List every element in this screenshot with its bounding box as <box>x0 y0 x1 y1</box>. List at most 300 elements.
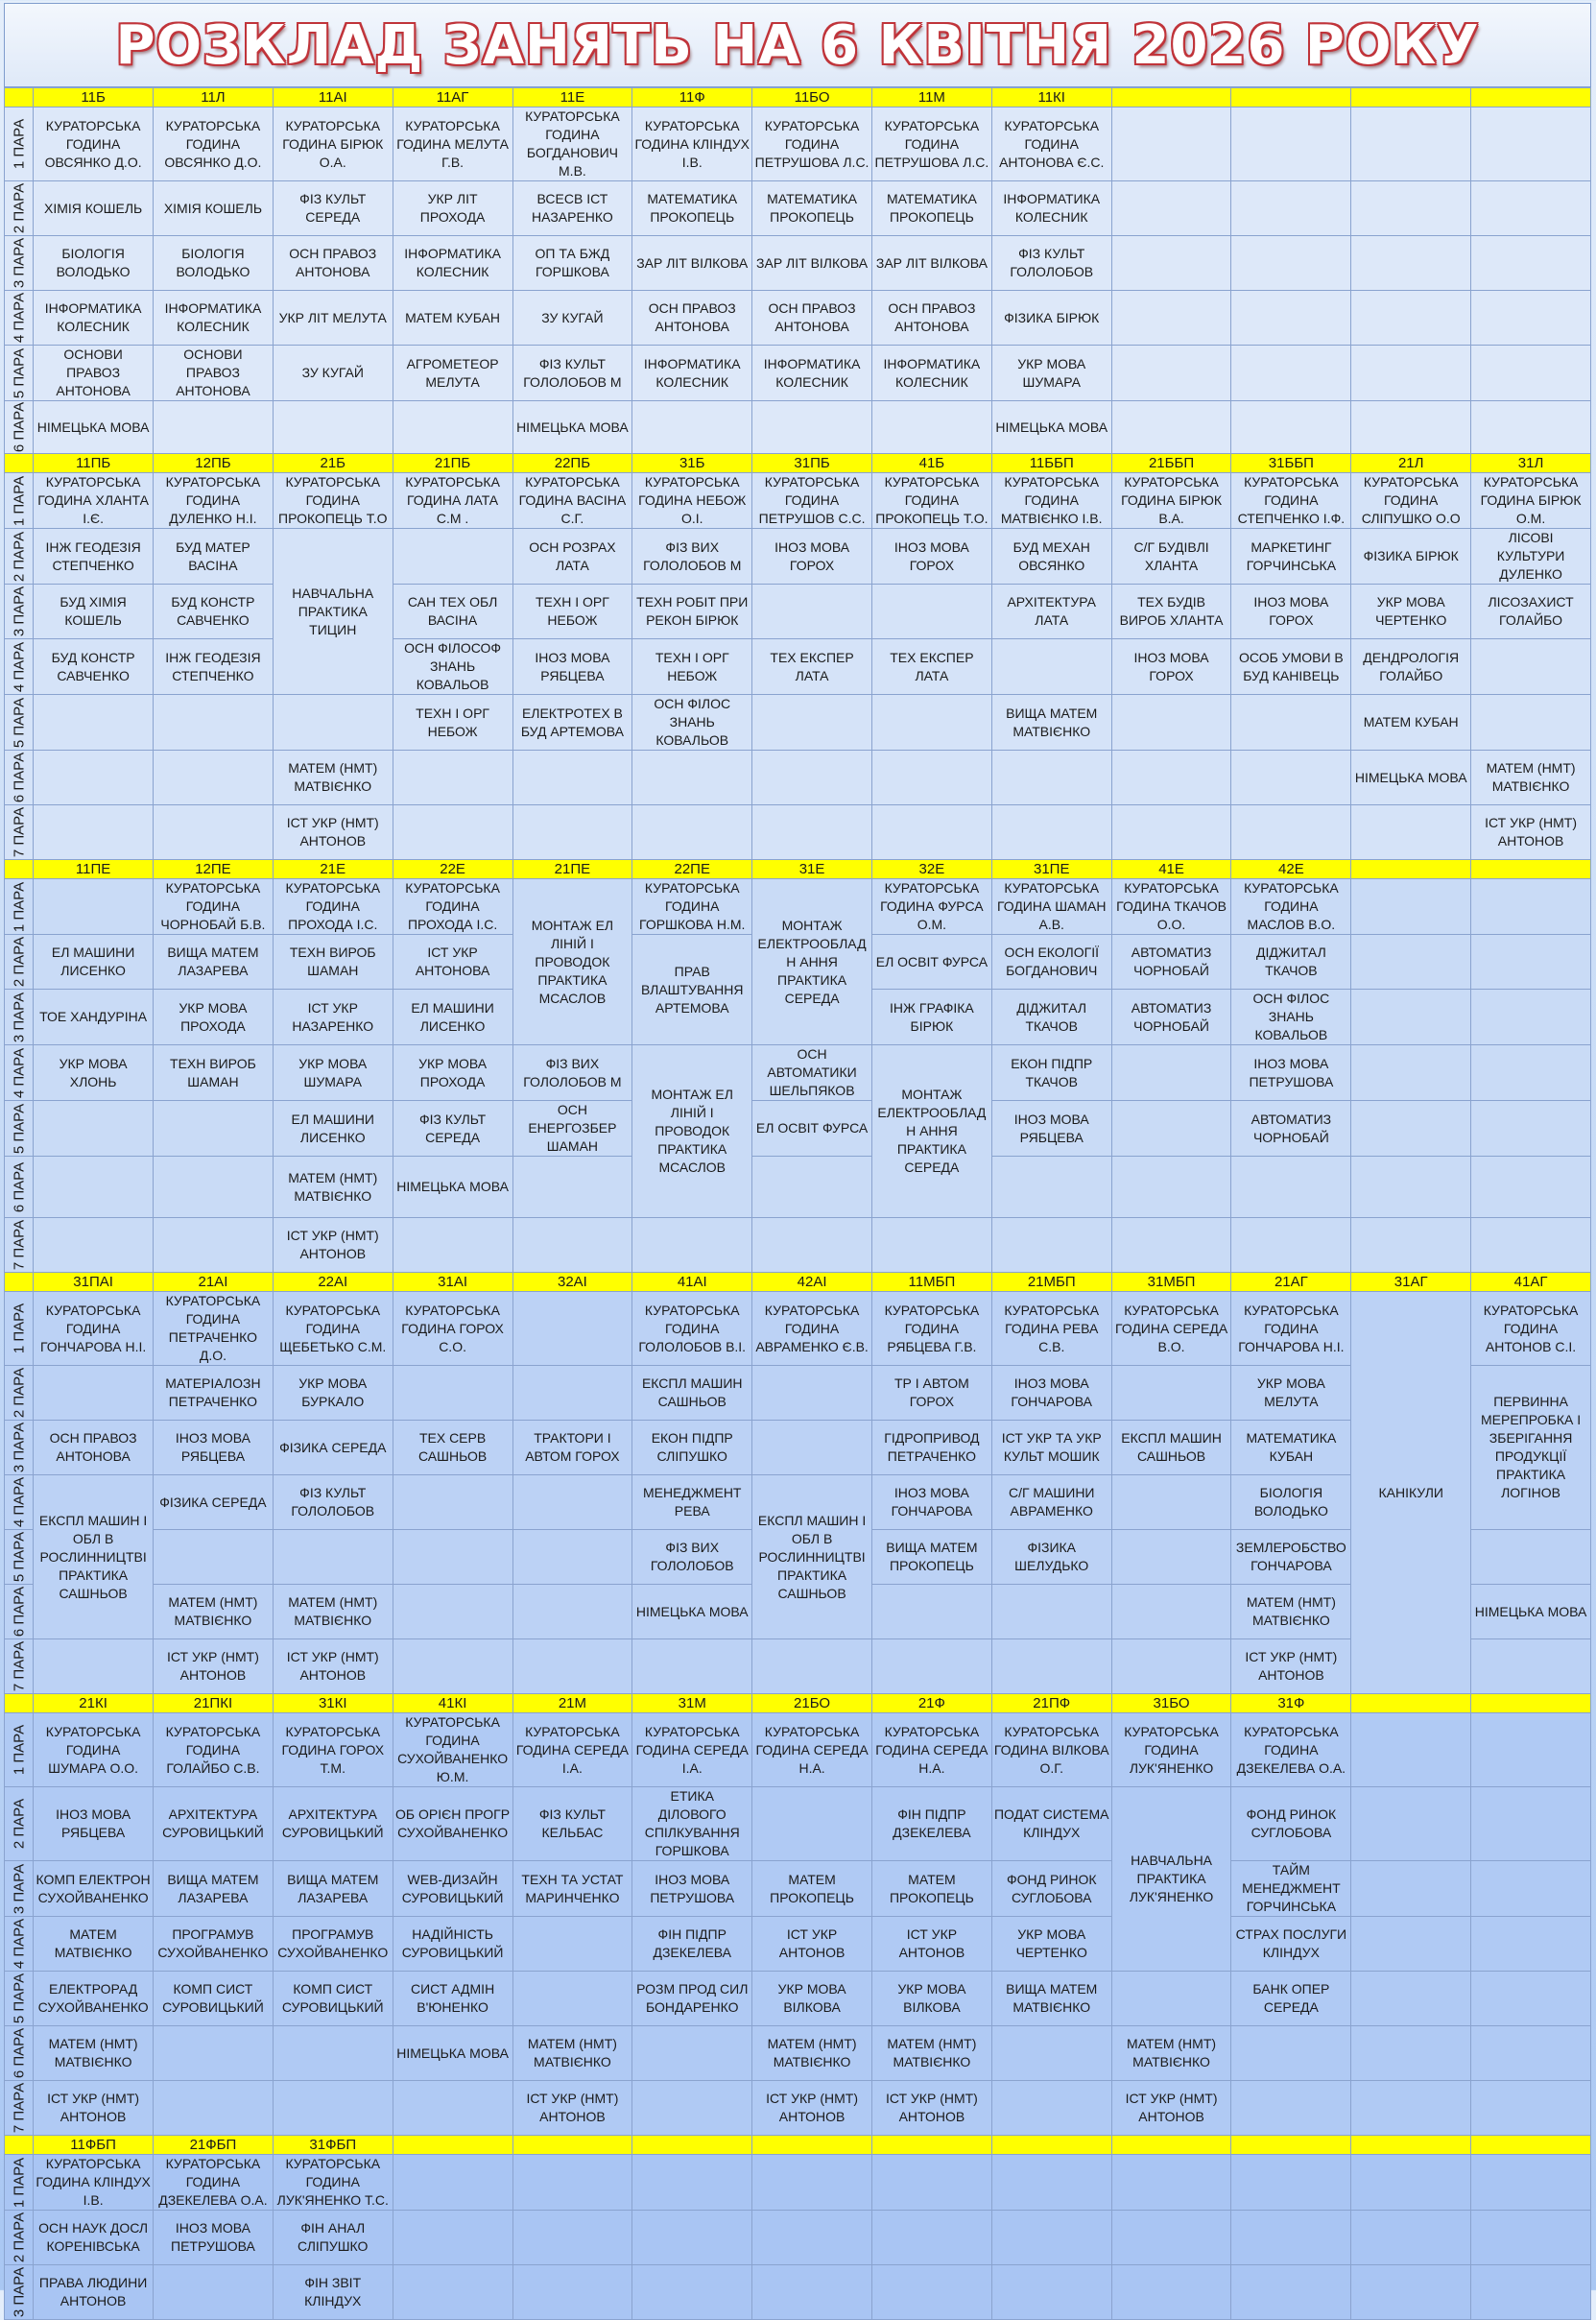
period-label <box>5 1421 34 1475</box>
lesson-cell: ЗУ КУГАЙ <box>512 291 632 346</box>
lesson-cell: ТЕХ ЕКСПЕР ЛАТА <box>871 639 991 695</box>
lesson-cell: НІМЕЦЬКА МОВА <box>991 401 1111 454</box>
lesson-cell: ЗАР ЛІТ ВІЛКОВА <box>871 236 991 291</box>
lesson-cell <box>512 1475 632 1530</box>
lesson-cell: ФІН ЗВІТ КЛІНДУХ <box>273 2265 393 2320</box>
lesson-cell: МОНТАЖ ЕЛ ЛІНІЙ І ПРОВОДОК ПРАКТИКА МСАСЛОВ <box>512 879 632 1045</box>
period-row <box>5 108 1591 181</box>
lesson-cell: УКР МОВА ШУМАРА <box>991 346 1111 401</box>
lesson-cell: КУРАТОРСЬКА ГОДИНА МЕЛУТА Г.В. <box>393 108 512 181</box>
lesson-cell <box>632 2265 752 2320</box>
lesson-cell: КУРАТОРСЬКА ГОДИНА ГОЛОЛОБОВ В.І. <box>632 1292 752 1366</box>
lesson-cell: ФІЗ ВИХ ГОЛОЛОБОВ М <box>632 529 752 585</box>
group-header: 31МБП <box>1111 1273 1231 1292</box>
lesson-cell <box>1351 2026 1471 2081</box>
lesson-cell: ОСН ПРАВОЗ АНТОНОВА <box>273 236 393 291</box>
group-header: 21ПБ <box>393 454 512 473</box>
period-label <box>5 1157 34 1218</box>
lesson-cell <box>752 751 872 805</box>
lesson-cell: МОНТАЖ ЕЛЕКТРООБЛАДН АННЯ ПРАКТИКА СЕРЕДА <box>871 1045 991 1218</box>
lesson-cell: WEB-ДИЗАЙН СУРОВИЦЬКИЙ <box>393 1861 512 1917</box>
lesson-cell <box>154 1218 274 1273</box>
period-label <box>5 1045 34 1101</box>
lesson-cell: СТРАХ ПОСЛУГИ КЛІНДУХ <box>1231 1917 1351 1972</box>
lesson-cell: УКР МОВА ВІЛКОВА <box>871 1972 991 2026</box>
lesson-cell: ФІЗИКА СЕРЕДА <box>273 1421 393 1475</box>
lesson-cell: КУРАТОРСЬКА ГОДИНА РЕВА С.В. <box>991 1292 1111 1366</box>
lesson-cell <box>1231 346 1351 401</box>
period-label-text: 3 ПАРА <box>11 2266 28 2318</box>
lesson-cell <box>512 1639 632 1694</box>
lesson-cell: ІНЖ ГРАФІКА БІРЮК <box>871 990 991 1045</box>
lesson-cell: КУРАТОРСЬКА ГОДИНА НЕБОЖ О.І. <box>632 473 752 529</box>
group-header: 31ФБП <box>273 2136 393 2155</box>
lesson-cell <box>991 2155 1111 2211</box>
lesson-cell: КУРАТОРСЬКА ГОДИНА МАТВІЄНКО І.В. <box>991 473 1111 529</box>
lesson-cell: ІНЖ ГЕОДЕЗІЯ СТЕПЧЕНКО <box>34 529 154 585</box>
group-header <box>871 2136 991 2155</box>
group-header: 11М <box>871 88 991 108</box>
header-corner <box>5 1694 34 1713</box>
group-header: 11ФБП <box>34 2136 154 2155</box>
lesson-cell: МОНТАЖ ЕЛЕКТРООБЛАДН АННЯ ПРАКТИКА СЕРЕДА <box>752 879 872 1045</box>
period-label <box>5 879 34 935</box>
lesson-cell: УКР МОВА ПРОХОДА <box>393 1045 512 1101</box>
lesson-cell <box>1351 1101 1471 1157</box>
lesson-cell <box>632 1639 752 1694</box>
lesson-cell: ФІЗ КУЛЬТ СЕРЕДА <box>273 181 393 236</box>
lesson-cell: КУРАТОРСЬКА ГОДИНА СТЕПЧЕНКО І.Ф. <box>1231 473 1351 529</box>
lesson-cell <box>512 1917 632 1972</box>
lesson-cell: КОМП СИСТ СУРОВИЦЬКИЙ <box>273 1972 393 2026</box>
lesson-cell <box>1471 236 1591 291</box>
lesson-cell: ФІН ПІДПР ДЗЕКЕЛЕВА <box>871 1787 991 1861</box>
lesson-cell: ТЕХН І ОРГ НЕБОЖ <box>393 695 512 751</box>
lesson-cell: МАТЕМ (НМТ) МАТВІЄНКО <box>273 751 393 805</box>
lesson-cell <box>1231 401 1351 454</box>
lesson-cell: АВТОМАТИЗ ЧОРНОБАЙ <box>1111 935 1231 990</box>
period-label <box>5 1861 34 1917</box>
lesson-cell <box>1351 1972 1471 2026</box>
lesson-cell: ЗЕМЛЕРОБСТВО ГОНЧАРОВА <box>1231 1530 1351 1585</box>
period-row <box>5 2211 1591 2265</box>
lesson-cell: МАТЕМАТИКА КУБАН <box>1231 1421 1351 1475</box>
period-label <box>5 108 34 181</box>
lesson-cell: УКР МОВА ЧЕРТЕНКО <box>991 1917 1111 1972</box>
lesson-cell <box>34 751 154 805</box>
lesson-cell <box>1231 751 1351 805</box>
lesson-cell: ЕКОН ПІДПР ТКАЧОВ <box>991 1045 1111 1101</box>
period-label-text: 1 ПАРА <box>11 475 28 526</box>
lesson-cell <box>1111 695 1231 751</box>
lesson-cell: МАТЕМАТИКА ПРОКОПЕЦЬ <box>752 181 872 236</box>
lesson-cell <box>1351 2211 1471 2265</box>
period-row <box>5 1157 1591 1218</box>
period-label-text: 3 ПАРА <box>11 237 28 289</box>
lesson-cell <box>393 2211 512 2265</box>
lesson-cell: ІНОЗ МОВА ГОРОХ <box>752 529 872 585</box>
lesson-cell <box>1351 935 1471 990</box>
lesson-cell <box>393 1475 512 1530</box>
lesson-cell: КУРАТОРСЬКА ГОДИНА ПРОХОДА І.С. <box>393 879 512 935</box>
lesson-cell <box>871 585 991 639</box>
lesson-cell <box>632 1218 752 1273</box>
lesson-cell <box>1111 1639 1231 1694</box>
period-label-text: 5 ПАРА <box>11 1973 28 2024</box>
lesson-cell: МАРКЕТИНГ ГОРЧИНСЬКА <box>1231 529 1351 585</box>
lesson-cell: КУРАТОРСЬКА ГОДИНА БІРЮК В.А. <box>1111 473 1231 529</box>
lesson-cell <box>1471 879 1591 935</box>
group-header <box>1351 2136 1471 2155</box>
schedule-table <box>4 87 1591 2320</box>
schedule-grid <box>4 87 1591 2320</box>
lesson-cell <box>1111 291 1231 346</box>
lesson-cell: УКР МОВА ЧЕРТЕНКО <box>1351 585 1471 639</box>
header-corner <box>5 88 34 108</box>
lesson-cell <box>1351 2155 1471 2211</box>
lesson-cell: С/Г МАШИНИ АВРАМЕНКО <box>991 1475 1111 1530</box>
lesson-cell <box>1471 1917 1591 1972</box>
lesson-cell: ІНОЗ МОВА РЯБЦЕВА <box>34 1787 154 1861</box>
lesson-cell: КУРАТОРСЬКА ГОДИНА ЧОРНОБАЙ Б.В. <box>154 879 274 935</box>
period-label-text: 7 ПАРА <box>11 806 28 858</box>
group-header: 31М <box>632 1694 752 1713</box>
lesson-cell: ПРАВ ВЛАШТУВАННЯ АРТЕМОВА <box>632 935 752 1045</box>
lesson-cell <box>393 1218 512 1273</box>
period-label <box>5 1475 34 1530</box>
lesson-cell: ЕЛ ОСВІТ ФУРСА <box>871 935 991 990</box>
period-label <box>5 1292 34 1366</box>
lesson-cell: ФІЗИКА БІРЮК <box>1351 529 1471 585</box>
lesson-cell: БУД КОНСТР САВЧЕНКО <box>34 639 154 695</box>
lesson-cell: КУРАТОРСЬКА ГОДИНА ГОНЧАРОВА Н.І. <box>34 1292 154 1366</box>
lesson-cell <box>991 2026 1111 2081</box>
group-header: 21БО <box>752 1694 872 1713</box>
period-label-text: 5 ПАРА <box>11 1531 28 1583</box>
lesson-cell: ФІЗИКА ШЕЛУДЬКО <box>991 1530 1111 1585</box>
lesson-cell <box>632 805 752 860</box>
lesson-cell: КУРАТОРСЬКА ГОДИНА ПРОХОДА І.С. <box>273 879 393 935</box>
lesson-cell: КУРАТОРСЬКА ГОДИНА МАСЛОВ В.О. <box>1231 879 1351 935</box>
group-header: 31ББП <box>1231 454 1351 473</box>
lesson-cell: МАТЕМ (НМТ) МАТВІЄНКО <box>871 2026 991 2081</box>
group-header: 41Б <box>871 454 991 473</box>
lesson-cell: ІСТ УКР (НМТ) АНТОНОВ <box>512 2081 632 2136</box>
lesson-cell: ІСТ УКР АНТОНОВ <box>752 1917 872 1972</box>
group-header: 31АГ <box>1351 1273 1471 1292</box>
group-header: 31ПБ <box>752 454 872 473</box>
lesson-cell: ЕКСПЛ МАШИН І ОБЛ В РОСЛИННИЦТВІ ПРАКТИКА САШНЬОВ <box>34 1475 154 1639</box>
lesson-cell: ІСТ УКР (НМТ) АНТОНОВ <box>273 1218 393 1273</box>
lesson-cell: ТЕХН ВИРОБ ШАМАН <box>154 1045 274 1101</box>
period-label-text: 1 ПАРА <box>11 1303 28 1354</box>
lesson-cell: ІНОЗ МОВА РЯБЦЕВА <box>991 1101 1111 1157</box>
lesson-cell: КУРАТОРСЬКА ГОДИНА СЕРЕДА В.О. <box>1111 1292 1231 1366</box>
group-header: 11Б <box>34 88 154 108</box>
lesson-cell <box>1351 805 1471 860</box>
group-header: 11ПБ <box>34 454 154 473</box>
group-header: 21Ф <box>871 1694 991 1713</box>
period-label <box>5 1530 34 1585</box>
group-header: 11Ф <box>632 88 752 108</box>
lesson-cell <box>512 1585 632 1639</box>
lesson-cell: ОСН ПРАВОЗ АНТОНОВА <box>752 291 872 346</box>
group-header <box>1231 88 1351 108</box>
lesson-cell: ХІМІЯ КОШЕЛЬ <box>154 181 274 236</box>
lesson-cell: БУД МАТЕР ВАСІНА <box>154 529 274 585</box>
group-header: 41АГ <box>1471 1273 1591 1292</box>
lesson-cell: НАВЧАЛЬНА ПРАКТИКА ЛУК'ЯНЕНКО <box>1111 1787 1231 1972</box>
lesson-cell <box>512 1157 632 1218</box>
lesson-cell: ІНФОРМАТИКА КОЛЕСНИК <box>632 346 752 401</box>
period-row <box>5 751 1591 805</box>
period-row <box>5 2026 1591 2081</box>
period-label <box>5 346 34 401</box>
lesson-cell <box>1471 1101 1591 1157</box>
lesson-cell: ОСОБ УМОВИ В БУД КАНІВЕЦЬ <box>1231 639 1351 695</box>
lesson-cell <box>871 401 991 454</box>
lesson-cell: КУРАТОРСЬКА ГОДИНА ПРОКОПЕЦЬ Т.О. <box>871 473 991 529</box>
lesson-cell: МАТЕМ (НМТ) МАТВІЄНКО <box>1231 1585 1351 1639</box>
lesson-cell: ФІЗИКА СЕРЕДА <box>154 1475 274 1530</box>
period-label <box>5 1639 34 1694</box>
lesson-cell: КУРАТОРСЬКА ГОДИНА БІРЮК О.А. <box>273 108 393 181</box>
period-label-text: 7 ПАРА <box>11 2082 28 2134</box>
lesson-cell: ІСТ УКР (НМТ) АНТОНОВ <box>1471 805 1591 860</box>
lesson-cell <box>154 2265 274 2320</box>
lesson-cell <box>1351 1218 1471 1273</box>
lesson-cell <box>154 2026 274 2081</box>
lesson-cell <box>1471 1787 1591 1861</box>
lesson-cell: ФОНД РИНОК СУГЛОБОВА <box>991 1861 1111 1917</box>
group-header <box>512 2136 632 2155</box>
group-header <box>1471 860 1591 879</box>
lesson-cell: КУРАТОРСЬКА ГОДИНА АНТОНОВ С.І. <box>1471 1292 1591 1366</box>
lesson-cell: КУРАТОРСЬКА ГОДИНА ШАМАН А.В. <box>991 879 1111 935</box>
group-header: 11Е <box>512 88 632 108</box>
lesson-cell: ВИЩА МАТЕМ ПРОКОПЕЦЬ <box>871 1530 991 1585</box>
period-label-text: 5 ПАРА <box>11 1103 28 1154</box>
lesson-cell <box>1111 805 1231 860</box>
lesson-cell: ЗАР ЛІТ ВІЛКОВА <box>752 236 872 291</box>
lesson-cell <box>154 1101 274 1157</box>
group-header <box>393 2136 512 2155</box>
group-header: 41Е <box>1111 860 1231 879</box>
lesson-cell: МОНТАЖ ЕЛ ЛІНІЙ І ПРОВОДОК ПРАКТИКА МСАСЛОВ <box>632 1045 752 1218</box>
group-header: 21Е <box>273 860 393 879</box>
group-header: 31БО <box>1111 1694 1231 1713</box>
lesson-cell: ДІДЖИТАЛ ТКАЧОВ <box>991 990 1111 1045</box>
lesson-cell: МАТЕРІАЛОЗН ПЕТРАЧЕНКО <box>154 1366 274 1421</box>
lesson-cell: ДІДЖИТАЛ ТКАЧОВ <box>1231 935 1351 990</box>
lesson-cell: ФІЗ КУЛЬТ СЕРЕДА <box>393 1101 512 1157</box>
lesson-cell <box>1471 291 1591 346</box>
group-header: 32Е <box>871 860 991 879</box>
lesson-cell: ОСН ФІЛОС ЗНАНЬ КОВАЛЬОВ <box>632 695 752 751</box>
lesson-cell: ІНФОРМАТИКА КОЛЕСНИК <box>154 291 274 346</box>
group-header: 31Л <box>1471 454 1591 473</box>
group-header: 31АІ <box>393 1273 512 1292</box>
lesson-cell: ІСТ УКР (НМТ) АНТОНОВ <box>752 2081 872 2136</box>
lesson-cell: КУРАТОРСЬКА ГОДИНА СЛІПУШКО О.О <box>1351 473 1471 529</box>
lesson-cell <box>991 1639 1111 1694</box>
period-label <box>5 639 34 695</box>
period-label-text: 1 ПАРА <box>11 881 28 932</box>
period-label <box>5 805 34 860</box>
period-label <box>5 2081 34 2136</box>
group-header: 21Л <box>1351 454 1471 473</box>
lesson-cell: ОСН ЕНЕРГОЗБЕР ШАМАН <box>512 1101 632 1157</box>
lesson-cell <box>752 1218 872 1273</box>
lesson-cell <box>1351 291 1471 346</box>
lesson-cell: ІСТ УКР АНТОНОВ <box>871 1917 991 1972</box>
lesson-cell <box>1471 695 1591 751</box>
lesson-cell <box>632 2081 752 2136</box>
lesson-cell: ЕКОН ПІДПР СЛІПУШКО <box>632 1421 752 1475</box>
lesson-cell: КУРАТОРСЬКА ГОДИНА КЛІНДУХ І.В. <box>632 108 752 181</box>
lesson-cell: КУРАТОРСЬКА ГОДИНА КЛІНДУХ І.В. <box>34 2155 154 2211</box>
period-row <box>5 805 1591 860</box>
lesson-cell: ЕЛ МАШИНИ ЛИСЕНКО <box>393 990 512 1045</box>
period-label-text: 1 ПАРА <box>11 2157 28 2208</box>
lesson-cell: ФОНД РИНОК СУГЛОБОВА <box>1231 1787 1351 1861</box>
lesson-cell <box>1231 2081 1351 2136</box>
lesson-cell: ГІДРОПРИВОД ПЕТРАЧЕНКО <box>871 1421 991 1475</box>
lesson-cell <box>154 1530 274 1585</box>
lesson-cell <box>512 1972 632 2026</box>
lesson-cell: КОМП ЕЛЕКТРОН СУХОЙВАНЕНКО <box>34 1861 154 1917</box>
lesson-cell <box>1111 401 1231 454</box>
lesson-cell: БІОЛОГІЯ ВОЛОДЬКО <box>154 236 274 291</box>
lesson-cell: ІСТ УКР (НМТ) АНТОНОВ <box>34 2081 154 2136</box>
lesson-cell: КУРАТОРСЬКА ГОДИНА СЕРЕДА І.А. <box>512 1713 632 1787</box>
lesson-cell: ТРАКТОРИ І АВТОМ ГОРОХ <box>512 1421 632 1475</box>
lesson-cell <box>512 1366 632 1421</box>
lesson-cell: МАТЕМ ПРОКОПЕЦЬ <box>752 1861 872 1917</box>
lesson-cell <box>393 1530 512 1585</box>
period-label <box>5 1101 34 1157</box>
lesson-cell: ІНОЗ МОВА ГОРОХ <box>1111 639 1231 695</box>
lesson-cell: ФІЗ ВИХ ГОЛОЛОБОВ М <box>512 1045 632 1101</box>
lesson-cell: ФІЗ КУЛЬТ ГОЛОЛОБОВ <box>991 236 1111 291</box>
lesson-cell <box>871 2265 991 2320</box>
period-label-text: 6 ПАРА <box>11 401 28 453</box>
lesson-cell <box>154 695 274 751</box>
lesson-cell <box>154 751 274 805</box>
lesson-cell: ІСТ УКР НАЗАРЕНКО <box>273 990 393 1045</box>
lesson-cell: ІНФОРМАТИКА КОЛЕСНИК <box>991 181 1111 236</box>
lesson-cell <box>1351 1157 1471 1218</box>
lesson-cell <box>393 1639 512 1694</box>
lesson-cell: КУРАТОРСЬКА ГОДИНА СЕРЕДА І.А. <box>632 1713 752 1787</box>
lesson-cell: ТЕХН ТА УСТАТ МАРИНЧЕНКО <box>512 1861 632 1917</box>
group-header: 31Е <box>752 860 872 879</box>
lesson-cell: КУРАТОРСЬКА ГОДИНА АВРАМЕНКО Є.В. <box>752 1292 872 1366</box>
group-header: 21ПКІ <box>154 1694 274 1713</box>
lesson-cell <box>1351 1787 1471 1861</box>
group-header: 11МБП <box>871 1273 991 1292</box>
lesson-cell <box>1471 1639 1591 1694</box>
lesson-cell <box>871 1585 991 1639</box>
lesson-cell: ЛІСОВІ КУЛЬТУРИ ДУЛЕНКО <box>1471 529 1591 585</box>
lesson-cell: МАТЕМ (НМТ) МАТВІЄНКО <box>273 1157 393 1218</box>
group-header <box>1471 88 1591 108</box>
lesson-cell: АГРОМЕТЕОР МЕЛУТА <box>393 346 512 401</box>
lesson-cell <box>34 1101 154 1157</box>
lesson-cell: ВИЩА МАТЕМ ЛАЗАРЕВА <box>154 935 274 990</box>
lesson-cell <box>632 401 752 454</box>
lesson-cell <box>1231 805 1351 860</box>
lesson-cell: ІСТ УКР (НМТ) АНТОНОВ <box>154 1639 274 1694</box>
lesson-cell: НІМЕЦЬКА МОВА <box>1471 1585 1591 1639</box>
period-label-text: 4 ПАРА <box>11 641 28 692</box>
lesson-cell: ІНОЗ МОВА ГОРОХ <box>1231 585 1351 639</box>
lesson-cell: КУРАТОРСЬКА ГОДИНА ВІЛКОВА О.Г. <box>991 1713 1111 1787</box>
lesson-cell <box>871 2155 991 2211</box>
lesson-cell <box>1351 990 1471 1045</box>
group-header: 21АГ <box>1231 1273 1351 1292</box>
lesson-cell: НІМЕЦЬКА МОВА <box>34 401 154 454</box>
period-label <box>5 2026 34 2081</box>
group-header: 21ПФ <box>991 1694 1111 1713</box>
lesson-cell <box>632 2026 752 2081</box>
lesson-cell: ОБ ОРІЄН ПРОГР СУХОЙВАНЕНКО <box>393 1787 512 1861</box>
lesson-cell: КУРАТОРСЬКА ГОДИНА ПРОКОПЕЦЬ Т.О <box>273 473 393 529</box>
lesson-cell: НАВЧАЛЬНА ПРАКТИКА ТИЦИН <box>273 529 393 695</box>
lesson-cell: БАНК ОПЕР СЕРЕДА <box>1231 1972 1351 2026</box>
lesson-cell <box>1471 108 1591 181</box>
lesson-cell <box>1231 236 1351 291</box>
group-header: 11Л <box>154 88 274 108</box>
group-header: 21Б <box>273 454 393 473</box>
group-header: 21М <box>512 1694 632 1713</box>
lesson-cell <box>991 751 1111 805</box>
period-row <box>5 1713 1591 1787</box>
period-label <box>5 1585 34 1639</box>
lesson-cell <box>1111 236 1231 291</box>
lesson-cell: МЕНЕДЖМЕНТ РЕВА <box>632 1475 752 1530</box>
lesson-cell <box>1471 346 1591 401</box>
lesson-cell: НІМЕЦЬКА МОВА <box>393 1157 512 1218</box>
lesson-cell <box>34 879 154 935</box>
lesson-cell <box>1231 2155 1351 2211</box>
period-row <box>5 1045 1591 1101</box>
group-header: 22Е <box>393 860 512 879</box>
lesson-cell: УКР ЛІТ МЕЛУТА <box>273 291 393 346</box>
lesson-cell: ЕТИКА ДІЛОВОГО СПІЛКУВАННЯ ГОРШКОВА <box>632 1787 752 1861</box>
lesson-cell <box>1111 2265 1231 2320</box>
lesson-cell <box>393 805 512 860</box>
period-row <box>5 2081 1591 2136</box>
lesson-cell: ЕЛ МАШИНИ ЛИСЕНКО <box>34 935 154 990</box>
lesson-cell: ТЕХН І ОРГ НЕБОЖ <box>632 639 752 695</box>
lesson-cell: ІСТ УКР (НМТ) АНТОНОВ <box>1231 1639 1351 1694</box>
lesson-cell <box>1471 1045 1591 1101</box>
lesson-cell: ОСН ЕКОЛОГІЇ БОГДАНОВИЧ <box>991 935 1111 990</box>
lesson-cell: КУРАТОРСЬКА ГОДИНА СЕРЕДА Н.А. <box>752 1713 872 1787</box>
period-label-text: 3 ПАРА <box>11 992 28 1042</box>
group-header <box>1351 88 1471 108</box>
lesson-cell: АВТОМАТИЗ ЧОРНОБАЙ <box>1231 1101 1351 1157</box>
group-header: 41АІ <box>632 1273 752 1292</box>
lesson-cell: КУРАТОРСЬКА ГОДИНА ХЛАНТА І.Є. <box>34 473 154 529</box>
group-header: 31Б <box>632 454 752 473</box>
lesson-cell: МАТЕМ (НМТ) МАТВІЄНКО <box>34 2026 154 2081</box>
lesson-cell <box>1471 2265 1591 2320</box>
lesson-cell: ІСТ УКР (НМТ) АНТОНОВ <box>871 2081 991 2136</box>
period-label-text: 2 ПАРА <box>11 531 28 582</box>
period-label-text: 2 ПАРА <box>11 1367 28 1419</box>
